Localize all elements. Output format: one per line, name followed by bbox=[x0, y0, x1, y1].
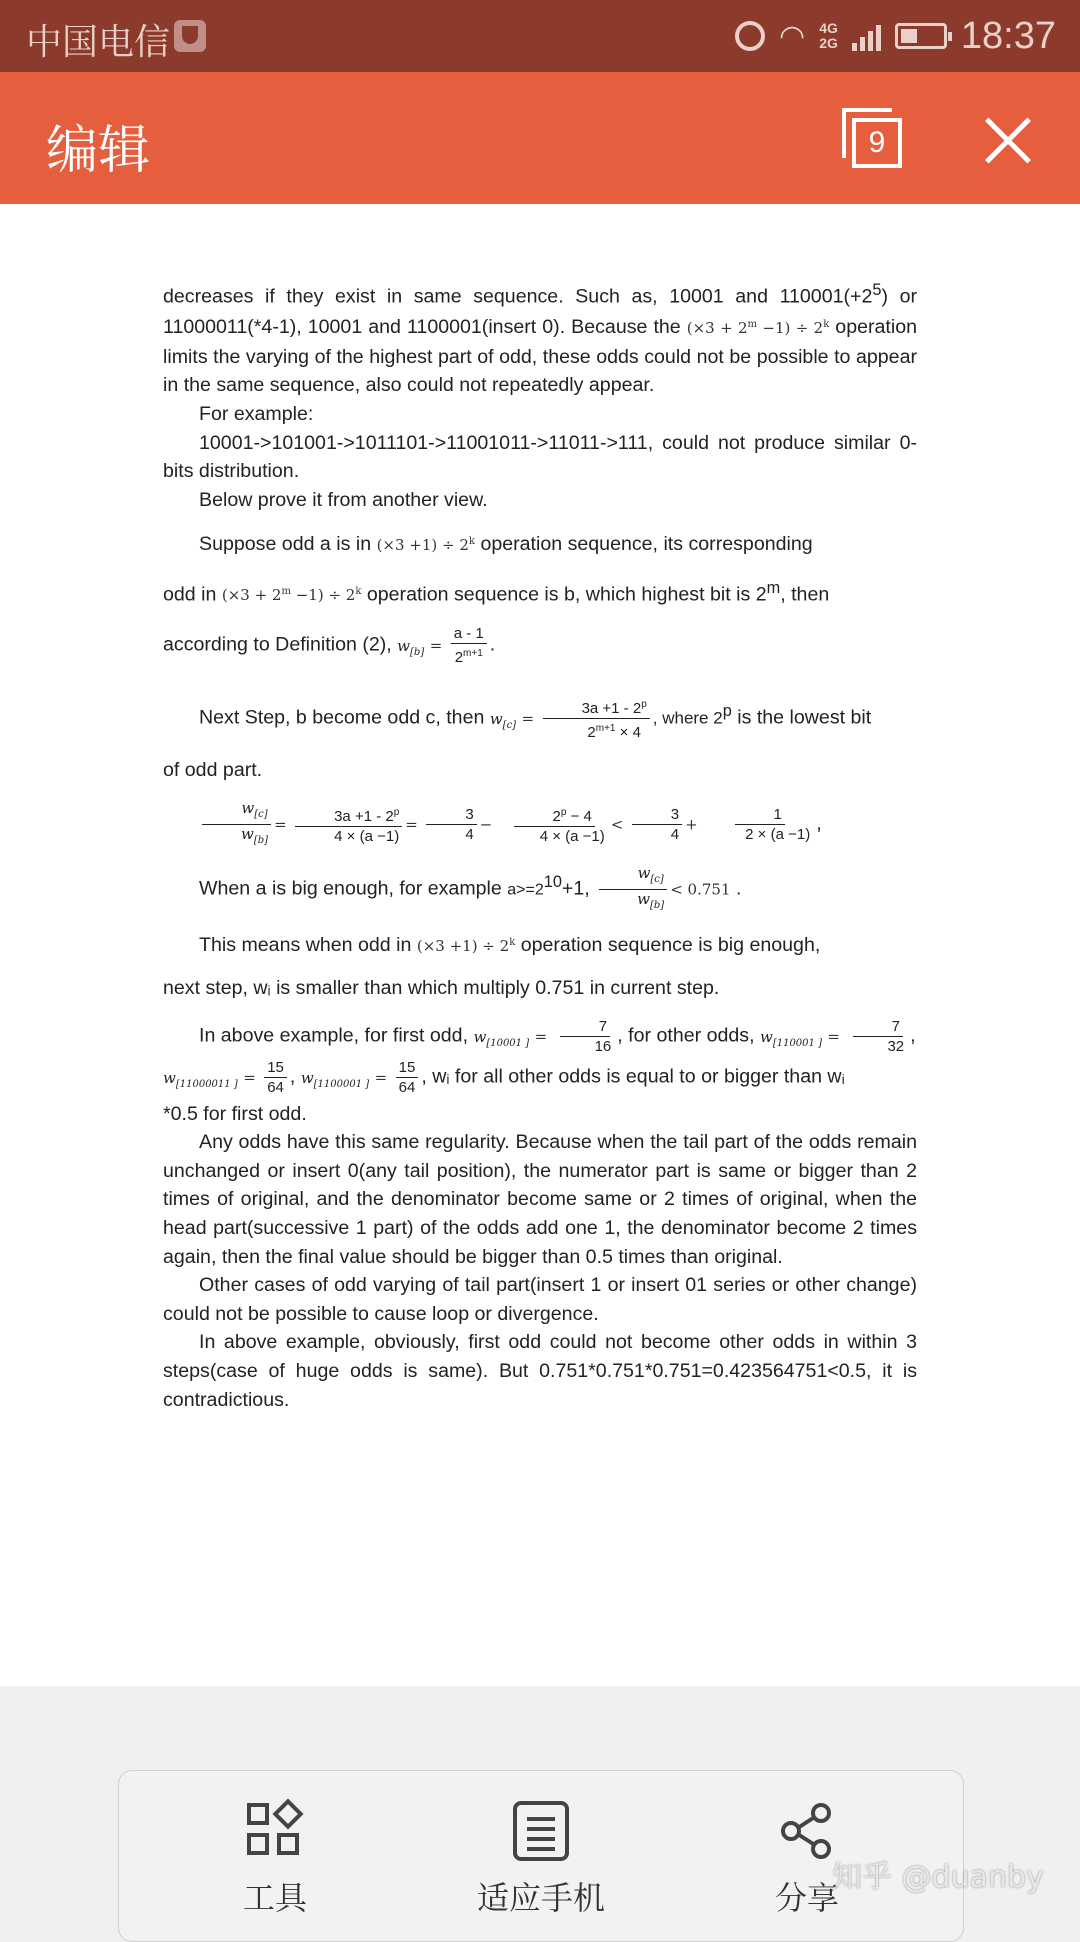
close-button[interactable] bbox=[980, 114, 1036, 170]
fraction: $\frac{w_{[c]}}{w_{[b]}}$ bbox=[202, 799, 271, 850]
network-label-bottom: 2G bbox=[819, 35, 838, 51]
network-label-top: 4G bbox=[819, 20, 838, 36]
tools-button[interactable] bbox=[175, 1801, 375, 1919]
paragraph: next step, wᵢ is smaller than which multiply 0.751 in current step. bbox=[163, 977, 720, 1000]
signal-icon bbox=[852, 21, 881, 51]
fraction: $\frac{7}{16}$ bbox=[556, 1017, 615, 1056]
battery-icon bbox=[895, 23, 947, 49]
math-expression: $(\times 3 +1) \div 2^k$ bbox=[376, 536, 475, 555]
paragraph: $w_{[11000011 ]}$ = $\frac{15}{64}$ , $w_{[1100001 ]}$ = $\frac{15}{64}$ , wᵢ for all other odds is equal to or bigger than wᵢ bbox=[163, 1059, 845, 1097]
math-variable: $w_{[c]}$ bbox=[489, 709, 517, 731]
share-label: 分享 bbox=[774, 1879, 839, 1917]
alarm-icon bbox=[735, 21, 765, 51]
tools-icon bbox=[245, 1801, 305, 1861]
shield-icon bbox=[174, 20, 206, 52]
paragraph: of odd part. bbox=[163, 759, 263, 782]
paragraph: In above example, obviously, first odd could not become other odds in within 3 steps(case of huge odds is same). But 0.751*0.751*0.751=0.423564751<0.5, it is contradictious. bbox=[163, 1331, 917, 1411]
fraction: $\frac{3a +1 - 2^p}{4 \times (a -1)}$ bbox=[295, 803, 402, 846]
carrier-name: 中国电信 bbox=[26, 22, 171, 63]
paragraph: This means when odd in $(\times 3 +1) \div 2^k$ operation sequence is big enough, bbox=[199, 933, 821, 956]
math-variable: $w_{[1100001 ]}$ bbox=[300, 1068, 370, 1090]
math-variable: $w_{[10001 ]}$ bbox=[473, 1027, 530, 1049]
fraction: $\frac{15}{64}$ bbox=[264, 1058, 287, 1097]
wifi-icon: ◠ bbox=[779, 19, 806, 53]
fraction: $\frac{a - 1}{2^{m+1}}$ bbox=[451, 624, 487, 667]
math-expression: $(\times 3 +1) \div 2^k$ bbox=[416, 936, 516, 955]
paragraph: according to Definition (2), $w_{[b]}$ = $\frac{a - 1}{2^{m+1}}$ . bbox=[163, 625, 496, 666]
fit-phone-icon bbox=[513, 1801, 569, 1861]
paragraph: For example: bbox=[199, 402, 314, 425]
paragraph: In above example, for first odd, $w_{[10001 ]}$ = $\frac{7}{16}$ , for other odds, $w_{[110001 ]}$ = $\frac{7}{32}$ , bbox=[199, 1018, 916, 1056]
tools-label: 工具 bbox=[242, 1879, 307, 1917]
equation: $\frac{w_{[c]}}{w_{[b]}}$ = $\frac{3a +1 - 2^p}{4 \times (a -1)}$ = $\frac{3}{4}$ − $\frac{2^p - 4}{4 \times (a -1)}$ < $\frac{3}{4}$ + $\frac{1}{2 \times (a -1)}$ , bbox=[163, 799, 917, 850]
fit-phone-label: 适应手机 bbox=[476, 1879, 605, 1917]
status-bar bbox=[0, 0, 1080, 72]
paragraph: Next Step, b become odd c, then $w_{[c]}$ = $\frac{3a +1 - 2^p}{2^{m+1} \times 4}$ , where 2$^p$ is the lowest bit bbox=[163, 695, 917, 742]
math-variable: $w_{[b]}$ bbox=[397, 636, 425, 658]
fraction: $\frac{3a +1 - 2^p}{2^{m+1} \times 4}$ bbox=[543, 695, 650, 742]
watermark: 知乎 @duanby bbox=[832, 1860, 1044, 1895]
math-variable: $w_{[11000011 ]}$ bbox=[163, 1068, 238, 1090]
app-bar bbox=[0, 72, 1080, 204]
paragraph: Below prove it from another view. bbox=[199, 488, 488, 511]
status-time: 18:37 bbox=[960, 14, 1056, 57]
paragraph: Suppose odd a is in $(\times 3 +1) \div 2^k$ operation sequence, its corresponding bbox=[199, 533, 813, 556]
math-expression: $(\times 3 + 2^m -1) \div 2^k$ bbox=[686, 319, 830, 338]
fraction: $\frac{w_{[c]}}{w_{[b]}}$ bbox=[598, 864, 667, 915]
fraction: $\frac{7}{32}$ bbox=[848, 1017, 907, 1056]
document-body bbox=[163, 276, 917, 1414]
share-icon bbox=[777, 1801, 837, 1861]
paragraph: odd in $(\times 3 + 2^m -1) \div 2^k$ operation sequence is b, which highest bit is 2$^m$, then bbox=[163, 578, 830, 606]
fraction: $\frac{2^p - 4}{4 \times (a -1)}$ bbox=[501, 803, 608, 846]
page-count: 9 bbox=[852, 118, 902, 168]
pages-button[interactable] bbox=[842, 108, 902, 168]
fraction: $\frac{1}{2 \times (a -1)}$ bbox=[706, 805, 813, 844]
document-page[interactable] bbox=[0, 204, 1080, 1686]
paragraph: *0.5 for first odd. bbox=[163, 1102, 307, 1125]
paragraph: Other cases of odd varying of tail part(insert 1 or insert 01 series or other change) could not be possible to cause loop or divergence. bbox=[163, 1274, 917, 1325]
math-expression: $(\times 3 + 2^m -1) \div 2^k$ bbox=[221, 586, 362, 605]
math-variable: $w_{[110001 ]}$ bbox=[759, 1027, 822, 1049]
paragraph: decreases if they exist in same sequence. Such as, 10001 and $110001(+2^5)$ or 11000011(*4-1), 10001 and 1100001(insert 0). Because the $(\times 3 + 2^m -1) \div 2^k$ operation limits the varying of the highest part of odd, these odds could not be possible to appear in the same sequence, also could not repeatedly appear. bbox=[163, 281, 918, 397]
fraction: $\frac{3}{4}$ bbox=[426, 805, 476, 844]
fit-phone-button[interactable] bbox=[441, 1801, 641, 1919]
fraction: $\frac{3}{4}$ bbox=[632, 805, 682, 844]
paragraph: 10001->101001->1011101->11001011->11011->111, could not produce similar 0-bits distribution. bbox=[163, 431, 917, 483]
network-type bbox=[819, 21, 838, 51]
fraction: $\frac{15}{64}$ bbox=[396, 1058, 419, 1097]
paragraph: Any odds have this same regularity. Because when the tail part of the odds remain unchanged or insert 0(any tail position), the numerator part is same or bigger than 2 times of original, and the denominator become same or 2 times of original, when the head part(successive 1 part) of the odds add one 1, the denominator become 2 times again, then the final value should be bigger than 0.5 times than original. bbox=[163, 1131, 917, 1268]
page-title: 编辑 bbox=[46, 121, 151, 181]
paragraph: When a is big enough, for example $a>=2^{10}+1$, $\frac{w_{[c]}}{w_{[b]}}$ < 0.751 . bbox=[163, 864, 917, 915]
